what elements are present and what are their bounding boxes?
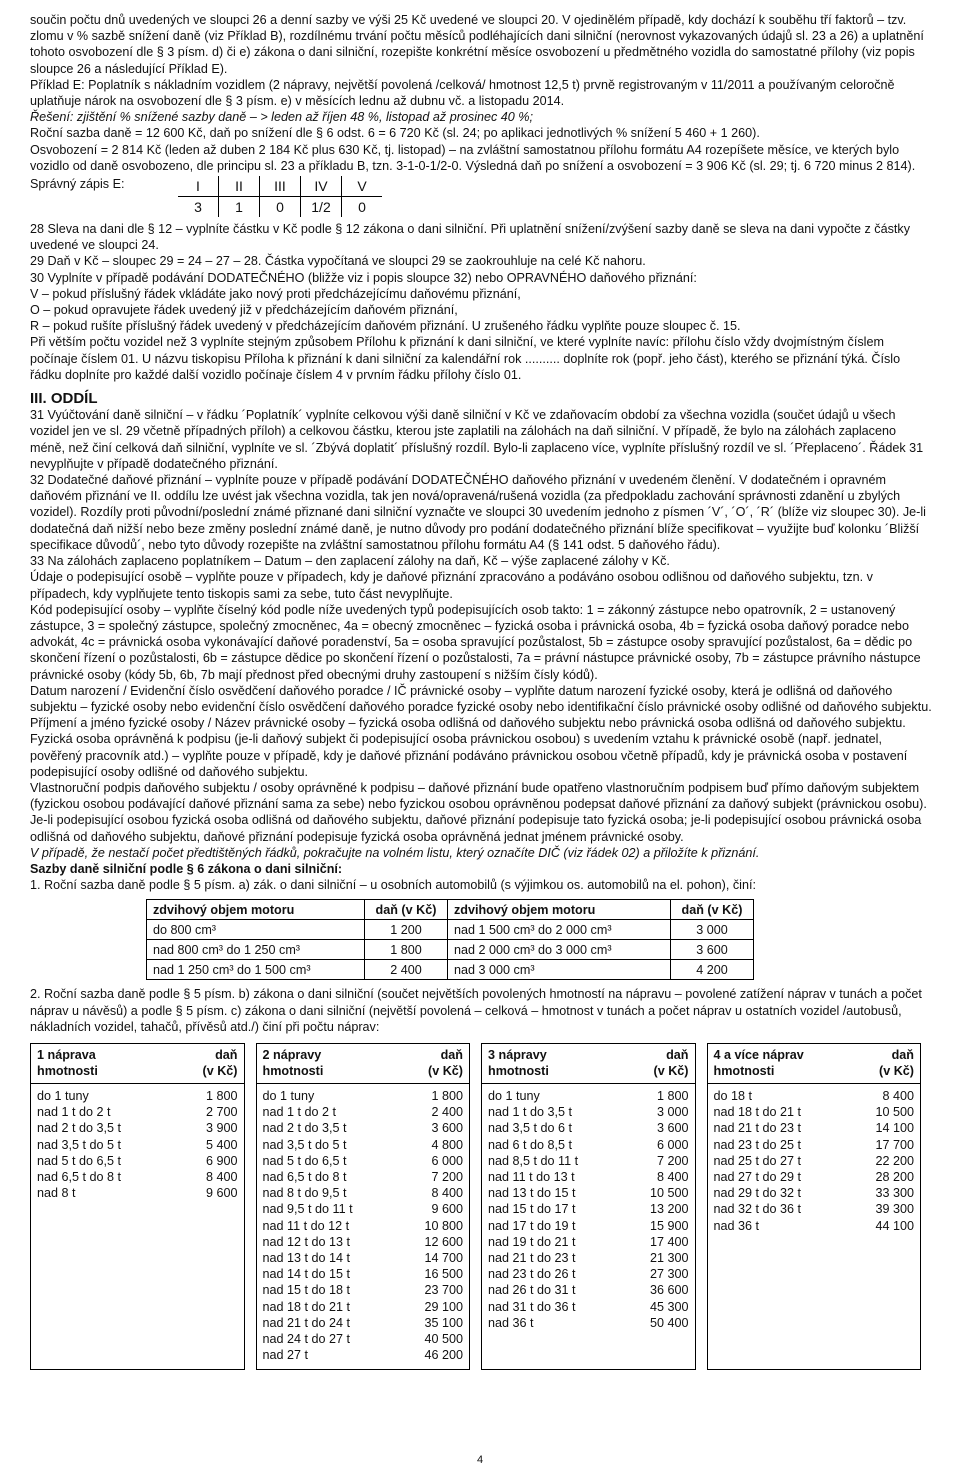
weight-range: nad 21 t do 23 t	[713, 1121, 802, 1136]
entry-head: IV	[301, 176, 342, 197]
axle-row	[263, 1137, 464, 1153]
entry-value: 0	[260, 197, 301, 218]
axle-count: 2 nápravy	[262, 1047, 322, 1062]
axle-row	[488, 1218, 689, 1234]
tax-label	[428, 1047, 463, 1079]
entry-head: V	[342, 176, 383, 197]
weight-range: nad 1 t do 2 t	[37, 1105, 111, 1120]
weight-range: nad 8 t	[37, 1186, 76, 1201]
axle-row	[488, 1250, 689, 1266]
tax-amount: 5 400	[205, 1137, 238, 1152]
entry-grid	[178, 176, 382, 217]
axle-row	[263, 1153, 464, 1169]
axle-row	[488, 1137, 689, 1153]
tax-amount: 4 800	[431, 1137, 463, 1152]
axle-row	[263, 1331, 464, 1347]
axle-table-header	[257, 1044, 470, 1084]
tax-amount: 6 000	[656, 1137, 689, 1152]
tax-amount: 2 700	[205, 1105, 238, 1120]
tax-amount: 7 200	[656, 1153, 689, 1168]
tax-amount: 10 500	[649, 1186, 689, 1201]
engine-header: daň (v Kč)	[365, 900, 448, 920]
weight-range: nad 23 t do 25 t	[713, 1137, 802, 1152]
weight-range: nad 11 t do 13 t	[488, 1169, 575, 1184]
engine-header: daň (v Kč)	[671, 900, 754, 920]
axle-row	[37, 1104, 238, 1120]
tax-amount: 7 200	[431, 1169, 463, 1184]
weight-range: nad 13 t do 15 t	[488, 1186, 576, 1201]
weight-range: nad 5 t do 6,5 t	[262, 1153, 347, 1168]
axle-row	[488, 1266, 689, 1282]
weight-range: nad 18 t do 21 t	[713, 1105, 802, 1120]
engine-header: zdvihový objem motoru	[448, 900, 671, 920]
entry-value: 0	[342, 197, 383, 218]
axle-row	[488, 1234, 689, 1250]
tax-amount: 8 400	[882, 1088, 914, 1103]
axle-row	[714, 1201, 915, 1217]
solution: Řešení: zjištění % snížené sazby daně – > leden až říjen 48 %, listopad až prosinec 40 %;	[30, 110, 533, 125]
paragraph-signer: Údaje o podepisující osobě – vyplňte pouze v případech, kdy je daňové přiznání zpracováno a podáváno osobou odlišnou od daňového subjektu, tzn. v případech, kdy vyplňujete tento tiskopis sami za sebe, tuto část nevyplňujte.	[30, 570, 873, 601]
paragraph-31: 31 Vyúčtování daně silniční – v řádku ´Poplatník´ vyplníte celkovou výši daně silniční v Kč ve zdaňovacím období za všechna vozidla (součet údajů u všech vozidel jen ve sl. 29 včetně případných příloh) a celkovou částku, kterou jste zaplatili na zálohách na daň silniční. V případě, že bylo na zálohách zaplaceno méně, než činí celková daň silniční, vyplníte ve sl. ´Zbývá doplatit´ příslušný rozdíl. Bylo-li zaplaceno více, vyplníte příslušný rozdíl ve sl. ´Přeplaceno´. Řádek 31 nevyplňujte v případě dodatečného přiznání.	[30, 408, 924, 471]
tax-amount: 8 400	[656, 1169, 689, 1184]
tax-unit: (v Kč)	[202, 1063, 238, 1078]
axle-count: 1 náprava	[37, 1047, 96, 1062]
tax-label	[203, 1047, 238, 1079]
axle-table	[481, 1043, 696, 1370]
weight-range: nad 15 t do 17 t	[488, 1202, 576, 1217]
engine-cell: nad 1 500 cm³ do 2 000 cm³	[448, 920, 671, 940]
weight-range: nad 36 t	[713, 1218, 760, 1233]
tax-amount: 22 200	[875, 1153, 914, 1168]
entry-head: III	[260, 176, 301, 197]
axle-count: 4 a více náprav	[713, 1047, 804, 1062]
weight-range: nad 32 t do 36 t	[713, 1202, 802, 1217]
weight-range: nad 8 t do 9,5 t	[262, 1186, 347, 1201]
weight-range: nad 23 t do 26 t	[488, 1267, 576, 1282]
axle-row	[488, 1088, 689, 1104]
axle-row	[37, 1088, 238, 1104]
axle-row	[714, 1088, 915, 1104]
tax-amount: 29 100	[424, 1299, 463, 1314]
weight-range: do 1 tuny	[37, 1088, 89, 1103]
weight-range: nad 21 t do 24 t	[262, 1315, 351, 1330]
weight-range: nad 25 t do 27 t	[713, 1153, 802, 1168]
tax-amount: 9 600	[205, 1186, 238, 1201]
paragraph-signer-code: Kód podepisující osoby – vyplňte číselný kód podle níže uvedených typů podepisujících osob takto: 1 = zákonný zástupce nebo opatrovník, 2 = ustanovený zástupce, 3 = společný zástupce, společný zmocněnec, 4a = obecný zmocněnec – fyzická osoba i právnická osoba, 4b = fyzická osoba daňový poradce nebo advokát, 4c = právnická osoba vykonávající daňové poradenství, 5a = osoba spravující pozůstalost, 5b = zástupce osoby spravující pozůstalost, 6a = dědic po skončení řízení o pozůstalosti, 6b = zástupce dědice po skončení řízení o pozůstalosti, 7a = právní nástupce právnické osoby, 7b = zástupce právního nástupce právnické osoby (kódy 5b, 6b, 7b mají přednost před obecnými druhy zastoupení s nižším čísly kódů).	[30, 602, 921, 682]
weight-range: nad 17 t do 19 t	[488, 1218, 576, 1233]
tax-amount: 10 800	[424, 1218, 463, 1233]
tax-amount: 10 500	[875, 1105, 914, 1120]
weight-range: nad 6 t do 8,5 t	[488, 1137, 573, 1152]
weight-range: nad 8,5 t do 11 t	[488, 1153, 579, 1168]
rates-heading: Sazby daně silniční podle § 6 zákona o dani silniční:	[30, 861, 343, 876]
axle-row	[263, 1282, 464, 1298]
tax-amount: 39 300	[875, 1202, 914, 1217]
engine-cell: nad 800 cm³ do 1 250 cm³	[147, 940, 365, 960]
tax-amount: 45 300	[649, 1299, 689, 1314]
tax-amount: 3 600	[656, 1121, 689, 1136]
tax-amount: 6 000	[431, 1153, 463, 1168]
axle-rows	[482, 1084, 695, 1335]
axle-row	[263, 1088, 464, 1104]
weight-range: nad 11 t do 12 t	[262, 1218, 350, 1233]
axle-table	[30, 1043, 245, 1370]
axle-table-header	[482, 1044, 695, 1084]
tax-amount: 8 400	[205, 1169, 238, 1184]
weight-range: nad 14 t do 15 t	[262, 1267, 351, 1282]
weight-range: nad 15 t do 18 t	[262, 1283, 351, 1298]
axle-row	[488, 1104, 689, 1120]
page-number: 4	[476, 1454, 484, 1466]
section-title: III. ODDÍL	[30, 390, 98, 408]
axle-row	[263, 1104, 464, 1120]
paragraph-r: R – pokud rušíte příslušný řádek uvedený v předcházejícím daňovém přiznání. U zrušeného řádku vyplňte pouze sloupec č. 15.	[30, 319, 741, 334]
tax-label	[654, 1047, 689, 1079]
tax-amount: 33 300	[875, 1186, 914, 1201]
paragraph-30: 30 Vyplníte v případě podávání DODATEČNÉHO (bližže viz i popis sloupce 32) nebo OPRAVNÉHO daňového přiznání:	[30, 270, 697, 285]
tax-amount: 27 300	[649, 1267, 689, 1282]
tax-amount: 28 200	[875, 1169, 914, 1184]
tax-amount: 13 200	[649, 1202, 689, 1217]
axle-row	[488, 1153, 689, 1169]
tax-unit: (v Kč)	[428, 1063, 463, 1078]
tax-amount: 14 100	[875, 1121, 914, 1136]
engine-cell: nad 2 000 cm³ do 3 000 cm³	[448, 940, 671, 960]
paragraph-signature: Vlastnoruční podpis daňového subjektu / osoby oprávněné k podpisu – daňové přiznání bude opatřeno vlastnoručním podpisem buď přímo daňovým subjektem (fyzickou osobou podávající daňové přiznání sama za sebe) nebo fyzickou osobou oprávněnou podepsat daňové přiznání za daňový subjekt (právnickou osobu). Je-li podepisující osobou fyzická osoba odlišná od daňového subjektu, daňové přiznání podepisuje tato fyzická osoba; je-li podepisující osobou právnická osoba odlišná od daňového subjektu, daňové přiznání podepisuje fyzická osoba oprávněná jednat jménem právnické osoby.	[30, 780, 927, 844]
tax-amount: 1 800	[205, 1088, 238, 1103]
weight-range: nad 6,5 t do 8 t	[37, 1169, 122, 1184]
tax-amount: 17 400	[649, 1234, 689, 1249]
engine-cell: 1 800	[365, 940, 448, 960]
engine-cell: 2 400	[365, 960, 448, 980]
tax-unit: (v Kč)	[879, 1063, 914, 1078]
engine-cell: nad 1 250 cm³ do 1 500 cm³	[147, 960, 365, 980]
weight-label: hmotnosti	[37, 1063, 98, 1078]
paragraph-birthdate: Datum narození / Evidenční číslo osvědčení daňového poradce / IČ právnické osoby – vyplňte datum narození fyzické osoby, která je odlišná od daňového subjektu – fyzické osoby nebo evidenční číslo osvědčení daňového poradce fyzické osoby nebo identifikační číslo právnické osoby odlišné od daňového subjektu.	[30, 683, 932, 714]
entry-value: 1	[219, 197, 260, 218]
axle-row	[714, 1169, 915, 1185]
weight-range: nad 29 t do 32 t	[713, 1186, 802, 1201]
weight-range: nad 27 t do 29 t	[713, 1169, 802, 1184]
tax-amount: 40 500	[424, 1332, 463, 1347]
axle-row	[488, 1120, 689, 1136]
axle-row	[714, 1153, 915, 1169]
axle-row	[488, 1299, 689, 1315]
rates-1: 1. Roční sazba daně podle § 5 písm. a) zák. o dani silniční – u osobních automobilů (s výjimkou os. automobilů na el. pohon), činí:	[30, 878, 756, 893]
axle-row	[714, 1104, 915, 1120]
axle-row	[488, 1282, 689, 1298]
weight-range: nad 12 t do 13 t	[262, 1234, 351, 1249]
axle-table-header	[708, 1044, 921, 1084]
tax-word: daň	[440, 1047, 463, 1062]
entry-head: I	[178, 176, 219, 197]
axle-row	[714, 1120, 915, 1136]
exemption: Osvobození = 2 814 Kč (leden až duben 2 184 Kč plus 630 Kč, tj. listopad) – na zvláštní samostatnou přílohu formátu A4 rozepíšete měsíce, ve kterých bylo vozidlo od daně osvobozeno, dle principu sl. 23 a příkladu B, tzn. 3-1-0-1/2-0. Výsledná daň po snížení a osvobození = 3 906 Kč (sl. 29; tj. 6 720 minus 2 814).	[30, 142, 916, 173]
weight-range: nad 3,5 t do 5 t	[262, 1137, 347, 1152]
weight-range: nad 2 t do 3,5 t	[37, 1121, 122, 1136]
weight-range: nad 26 t do 31 t	[488, 1283, 576, 1298]
axle-row	[37, 1137, 238, 1153]
rates-2: 2. Roční sazba daně podle § 5 písm. b) zákona o dani silniční (součet největších povolených hmotností na nápravu – povolené zatížení náprav v tunách a počet náprav u návěsů) a podle § 5 písm. c) zákona o dani silniční (největší povolená – celková – hmotnost v tunách a počet náprav u ostatních vozidel /autobusů, nákladních vozidel, tahačů, přívěsů atd./) činí při počtu náprav:	[30, 987, 922, 1034]
tax-amount: 46 200	[424, 1348, 463, 1363]
weight-range: do 1 tuny	[488, 1088, 540, 1103]
weight-range: nad 18 t do 21 t	[262, 1299, 351, 1314]
weight-range: nad 1 t do 2 t	[262, 1105, 337, 1120]
tax-amount: 3 900	[205, 1121, 238, 1136]
engine-cell: 1 200	[365, 920, 448, 940]
paragraph-33: 33 Na zálohách zaplaceno poplatníkem – Datum – den zaplacení zálohy na daň, Kč – výše zaplacené zálohy v Kč.	[30, 554, 670, 569]
entry-value: 1/2	[301, 197, 342, 218]
axle-table-title	[488, 1047, 549, 1079]
axle-row	[488, 1185, 689, 1201]
paragraph-29: 29 Daň v Kč – sloupec 29 = 24 – 27 – 28. Částka vypočítaná ve sloupci 29 se zaokrouhluje na celé Kč nahoru.	[30, 254, 646, 269]
axle-row	[714, 1218, 915, 1234]
tax-amount: 3 000	[656, 1105, 689, 1120]
entry-value: 3	[194, 198, 202, 215]
axle-table-header	[31, 1044, 244, 1084]
tax-amount: 1 800	[431, 1088, 463, 1103]
axle-row	[488, 1169, 689, 1185]
weight-range: nad 2 t do 3,5 t	[262, 1121, 347, 1136]
paragraph-o: O – pokud opravujete řádek uvedený již v předcházejícím daňovém přiznání,	[30, 303, 458, 318]
engine-header: zdvihový objem motoru	[147, 900, 365, 920]
weight-range: nad 5 t do 6,5 t	[37, 1153, 122, 1168]
axle-row	[263, 1299, 464, 1315]
tax-amount: 44 100	[875, 1218, 914, 1233]
paragraph-more-vehicles: Při větším počtu vozidel než 3 vyplníte stejným způsobem Přílohu k přiznání k dani silniční, ve které vyplníte navíc: přílohu číslo vždy dvojmístným číslem počínaje číslem 01. U názvu tiskopisu Příloha k přiznání k dani silniční za kalendářní rok .......... doplníte rok (popř. jeho část), kterého se přiznání týká. Číslo řádku doplníte pro každé další vozidlo počínaje číslem 4 v prvním řádku přílohy číslo 01.	[30, 335, 901, 382]
weight-range: nad 13 t do 14 t	[262, 1251, 351, 1265]
axle-row	[263, 1201, 464, 1217]
axle-table	[707, 1043, 922, 1370]
axle-row	[488, 1201, 689, 1217]
axle-row	[37, 1185, 238, 1201]
axle-row	[263, 1120, 464, 1136]
axle-rate-tables	[30, 1043, 932, 1370]
tax-word: daň	[666, 1047, 689, 1062]
weight-label: hmotnosti	[488, 1063, 549, 1078]
engine-cell: nad 3 000 cm³	[448, 960, 671, 980]
axle-row	[263, 1266, 464, 1282]
correct-entry	[30, 176, 932, 217]
weight-range: nad 31 t do 36 t	[488, 1299, 576, 1314]
engine-cell: 3 000	[671, 920, 754, 940]
weight-range: do 18 t	[713, 1088, 753, 1103]
weight-range: nad 19 t do 21 t	[488, 1234, 576, 1249]
weight-range: nad 9,5 t do 11 t	[262, 1202, 353, 1217]
axle-row	[263, 1234, 464, 1250]
axle-table	[256, 1043, 471, 1370]
weight-range: nad 36 t	[488, 1315, 534, 1330]
paragraph-v: V – pokud příslušný řádek vkládáte jako nový proti předcházejícímu daňovému přiznání,	[30, 286, 521, 301]
weight-range: nad 3,5 t do 6 t	[488, 1121, 573, 1136]
axle-row	[714, 1185, 915, 1201]
weight-label: hmotnosti	[713, 1063, 775, 1078]
tax-amount: 3 600	[431, 1121, 463, 1136]
weight-range: nad 6,5 t do 8 t	[262, 1169, 347, 1184]
document-page	[30, 12, 932, 1370]
weight-range: do 1 tuny	[262, 1088, 315, 1103]
axle-row	[37, 1169, 238, 1185]
axle-row	[37, 1120, 238, 1136]
tax-amount: 2 400	[431, 1105, 463, 1120]
engine-cell: do 800 cm³	[147, 920, 365, 940]
tax-unit: (v Kč)	[653, 1063, 689, 1078]
weight-range: nad 3,5 t do 5 t	[37, 1137, 122, 1152]
axle-row	[263, 1218, 464, 1234]
axle-rows	[257, 1084, 470, 1367]
tax-amount: 36 600	[649, 1283, 689, 1298]
axle-row	[263, 1347, 464, 1363]
paragraph-authorized-person: Fyzická osoba oprávněná k podpisu (je-li daňový subjekt či podepisující osoba právnickou osobou) s uvedením vztahu k právnické osobě (např. jednatel, pověřený pracovník atd.) – vyplňte pouze v případě, kdy je daňové přiznání podáváno právnickou osobou včetně případů, kdy je právnická osoba v postavení podepisující osoby odlišné od daňového subjektu.	[30, 732, 908, 779]
weight-label: hmotnosti	[262, 1063, 324, 1078]
entry-label: Správný zápis E:	[30, 177, 125, 192]
entry-head: II	[219, 176, 260, 197]
axle-rows	[708, 1084, 921, 1238]
axle-row	[714, 1137, 915, 1153]
annual-rate: Roční sazba daně = 12 600 Kč, daň po snížení dle § 6 odst. 6 = 6 720 Kč (sl. 24; po aplikaci jednotlivých % snížení 5 460 + 1 260).	[30, 126, 760, 141]
weight-range: nad 24 t do 27 t	[262, 1332, 351, 1347]
engine-rate-table	[146, 899, 754, 980]
tax-amount: 1 800	[656, 1088, 689, 1103]
tax-word: daň	[891, 1047, 914, 1062]
tax-amount: 8 400	[431, 1186, 463, 1201]
axle-rows	[31, 1084, 244, 1205]
axle-row	[263, 1169, 464, 1185]
engine-cell: 3 600	[671, 940, 754, 960]
axle-row	[263, 1250, 464, 1266]
axle-table-title	[37, 1047, 98, 1079]
tax-amount: 9 600	[431, 1202, 463, 1217]
tax-amount: 35 100	[424, 1315, 463, 1330]
paragraph-28: 28 Sleva na dani dle § 12 – vyplníte částku v Kč podle § 12 zákona o dani silniční. Při uplatnění snížení/zvýšení sazby daně se sleva na dani vypočte z částky uvedené ve sloupci 24.	[30, 222, 910, 253]
axle-row	[488, 1315, 689, 1331]
axle-row	[263, 1315, 464, 1331]
tax-amount: 50 400	[649, 1315, 689, 1330]
tax-amount: 15 900	[649, 1218, 689, 1233]
engine-cell: 4 200	[671, 960, 754, 980]
tax-amount: 23 700	[424, 1283, 463, 1298]
weight-range: nad 27 t	[262, 1348, 309, 1363]
axle-table-title	[263, 1047, 324, 1079]
tax-word: daň	[215, 1047, 238, 1062]
paragraph-32: 32 Dodatečné daňové přiznání – vyplníte pouze v případě podávání DODATEČNÉHO daňového přiznání v uvedeném členění. V dodatečném i opravném daňovém přiznání ve II. oddílu lze uvést jak všechna vozidla, tak jen nová/opravená/rušená vozidla (za předpokladu zachování správnosti zdanění u zbylých vozidel). Rozdíly proti původní/poslední známé přiznané dani silniční vyznačte ve sloupci 30 uvedením jednoho z písmen ´V´, ´O´, ´R´ (blíže viz sloupec 30). Je-li dodatečná daň nižší nebo beze změny poslední známé daně, je nutno důvody pro podání dodatečného přiznání blíže specifikovat – využijte buď kolonku ´Bližší specifikace důvodů´, nebo tyto důvody rozepište na zvláštní samostatnou přílohu formátu A4 (§ 141 odst. 5 daňového řádu).	[30, 473, 926, 552]
paragraph-name: Příjmení a jméno fyzické osoby / Název právnické osoby – fyzická osoba odlišná od daňového subjektu nebo právnická osoba odlišná od daňového subjektu.	[30, 716, 906, 731]
axle-count: 3 nápravy	[488, 1047, 547, 1062]
weight-range: nad 1 t do 3,5 t	[488, 1105, 573, 1120]
tax-amount: 12 600	[424, 1234, 463, 1249]
tax-label	[879, 1047, 914, 1079]
paragraph-extra-rows: V případě, že nestačí počet předtištěných řádků, pokračujte na volném listu, který označíte DIČ (viz řádek 02) a přiložíte k přiznání.	[30, 845, 760, 860]
paragraph: součin počtu dnů uvedených ve sloupci 26 a denní sazby ve výši 25 Kč uvedené ve sloupci 20. V ojedinělém případě, kdy dochází k souběhu tří faktorů – tzv. zlomu v % sazbě snížení daně (viz Příklad B), rozdílnému trvání počtu měsíců podléhajících dani silniční (nerovnost vykazovaných údajů sl. 23 a 26) a uplatnění tohoto osvobození dle § 3 písm. d) či e) zákona o dani silniční, rozepište konkrétní měsíce osvobození u předmětného vozidla do samostatné přílohy (viz popis sloupce 26 a následující Příklad E).	[30, 13, 924, 76]
tax-amount: 14 700	[424, 1251, 463, 1265]
axle-table-title	[714, 1047, 804, 1079]
example-e: Příklad E: Poplatník s nákladním vozidlem (2 nápravy, největší povolená /celková/ hmotnost 12,5 t) prvně registrovaným v 11/2011 a používaným celoročně uplatňuje nárok na osvobození dle § 3 písm. e) v měsících lednu až dubnu vč. a listopadu 2014.	[30, 77, 895, 109]
tax-amount: 6 900	[205, 1153, 238, 1168]
axle-row	[263, 1185, 464, 1201]
tax-amount: 21 300	[649, 1251, 689, 1265]
tax-amount: 16 500	[424, 1267, 463, 1282]
weight-range: nad 21 t do 23 t	[488, 1251, 576, 1265]
axle-row	[37, 1153, 238, 1169]
tax-amount: 17 700	[875, 1137, 914, 1152]
